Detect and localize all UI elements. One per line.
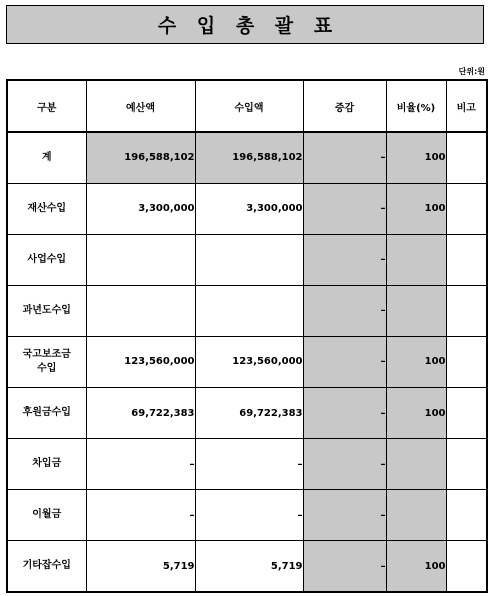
ratio-cell bbox=[386, 439, 446, 490]
header-category: 구분 bbox=[7, 80, 86, 132]
row-label: 계 bbox=[7, 132, 86, 183]
budget-cell: 3,300,000 bbox=[86, 183, 195, 234]
budget-cell: 123,560,000 bbox=[86, 336, 195, 387]
table-row bbox=[7, 336, 487, 387]
ratio-cell: 100 bbox=[386, 183, 446, 234]
change-cell: – bbox=[303, 132, 386, 183]
ratio-cell: 100 bbox=[386, 132, 446, 183]
table-row bbox=[7, 183, 487, 234]
note-cell bbox=[446, 285, 487, 336]
ratio-cell bbox=[386, 285, 446, 336]
note-cell bbox=[446, 439, 487, 490]
revenue-cell: – bbox=[195, 439, 303, 490]
note-cell bbox=[446, 541, 487, 592]
revenue-cell: 69,722,383 bbox=[195, 388, 303, 439]
budget-cell: 196,588,102 bbox=[86, 132, 195, 183]
change-cell: – bbox=[303, 388, 386, 439]
row-label: 재산수입 bbox=[7, 183, 86, 234]
change-cell: – bbox=[303, 183, 386, 234]
revenue-cell: 5,719 bbox=[195, 541, 303, 592]
change-cell: – bbox=[303, 285, 386, 336]
table-row bbox=[7, 388, 487, 439]
table-row bbox=[7, 285, 487, 336]
title-banner bbox=[6, 5, 484, 44]
table-row bbox=[7, 439, 487, 490]
table-row bbox=[7, 234, 487, 285]
unit-label: 단위:원 bbox=[458, 67, 485, 76]
header-ratio: 비율(%) bbox=[386, 80, 446, 132]
header-budget: 예산액 bbox=[86, 80, 195, 132]
revenue-cell: – bbox=[195, 490, 303, 541]
table-row bbox=[7, 132, 487, 183]
ratio-cell: 100 bbox=[386, 541, 446, 592]
table-row bbox=[7, 490, 487, 541]
budget-cell: 5,719 bbox=[86, 541, 195, 592]
page-title: 수 입 총 괄 표 bbox=[157, 15, 340, 37]
header-change: 증감 bbox=[303, 80, 386, 132]
ratio-cell bbox=[386, 234, 446, 285]
row-label: 국고보조금 수입 bbox=[7, 336, 86, 387]
ratio-cell bbox=[386, 490, 446, 541]
row-label: 사업수입 bbox=[7, 234, 86, 285]
budget-cell bbox=[86, 234, 195, 285]
change-cell: – bbox=[303, 439, 386, 490]
header-row bbox=[7, 80, 487, 132]
revenue-cell bbox=[195, 285, 303, 336]
note-cell bbox=[446, 234, 487, 285]
change-cell: – bbox=[303, 490, 386, 541]
row-label: 기타잡수입 bbox=[7, 541, 86, 592]
header-note: 비고 bbox=[446, 80, 487, 132]
change-cell: – bbox=[303, 541, 386, 592]
note-cell bbox=[446, 336, 487, 387]
row-label: 후원금수입 bbox=[7, 388, 86, 439]
note-cell bbox=[446, 183, 487, 234]
row-label: 이월금 bbox=[7, 490, 86, 541]
revenue-cell: 3,300,000 bbox=[195, 183, 303, 234]
revenue-cell bbox=[195, 234, 303, 285]
revenue-cell: 123,560,000 bbox=[195, 336, 303, 387]
ratio-cell: 100 bbox=[386, 336, 446, 387]
row-label: 차입금 bbox=[7, 439, 86, 490]
note-cell bbox=[446, 388, 487, 439]
row-label: 과년도수입 bbox=[7, 285, 86, 336]
revenue-summary-table bbox=[6, 79, 488, 593]
header-revenue: 수입액 bbox=[195, 80, 303, 132]
change-cell: – bbox=[303, 336, 386, 387]
note-cell bbox=[446, 132, 487, 183]
revenue-cell: 196,588,102 bbox=[195, 132, 303, 183]
budget-cell: 69,722,383 bbox=[86, 388, 195, 439]
budget-cell: – bbox=[86, 439, 195, 490]
table-row bbox=[7, 541, 487, 592]
ratio-cell: 100 bbox=[386, 388, 446, 439]
budget-cell: – bbox=[86, 490, 195, 541]
note-cell bbox=[446, 490, 487, 541]
budget-cell bbox=[86, 285, 195, 336]
change-cell: – bbox=[303, 234, 386, 285]
